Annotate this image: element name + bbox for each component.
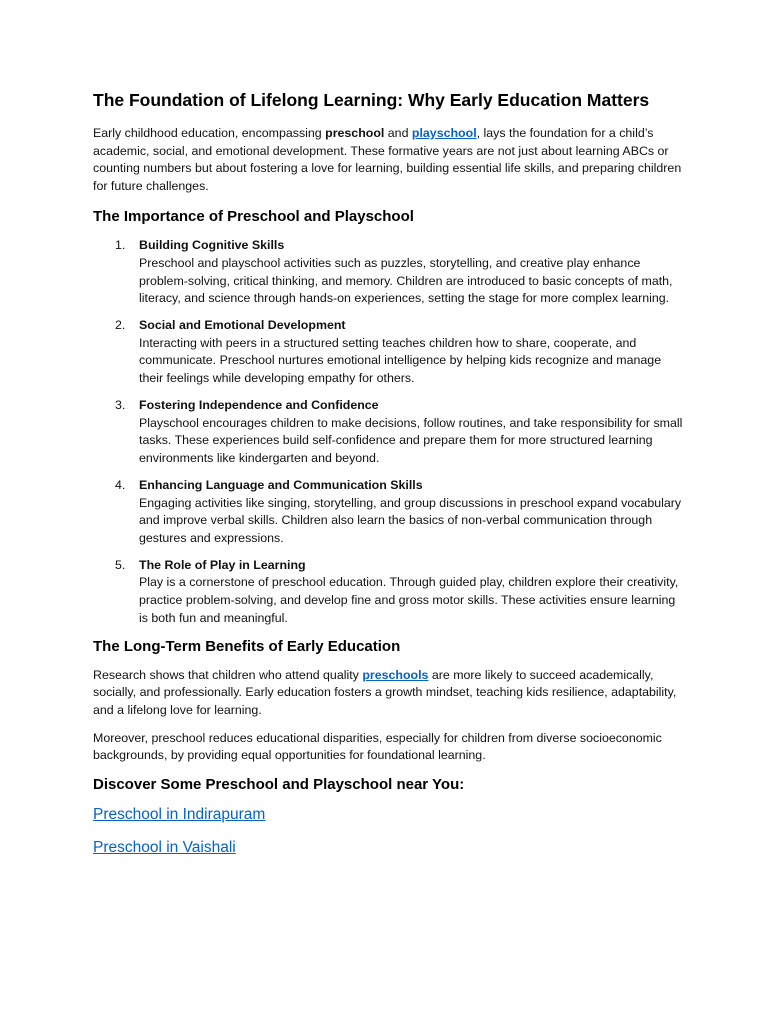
list-item-title: Fostering Independence and Confidence [139,398,379,413]
list-item-body: Preschool and playschool activities such as puzzles, storytelling, and creative play enhance problem-solving, critical thinking, and memory. Children are introduced to basic concepts of math, literacy, and science through hands-on experiences, setting the stage for more complex learning. [139,255,673,306]
list-item [93,557,683,627]
list-item-title: Social and Emotional Development [139,318,346,333]
benefits-heading: The Long-Term Benefits of Early Education [93,637,401,655]
list-item [93,477,683,547]
list-item-title: Enhancing Language and Communication Skills [139,478,423,492]
intro-text-1: Early childhood education, encompassing [93,126,326,140]
list-item [93,317,683,387]
benefits-text-2: are more likely to succeed academically, socially, and professionally. Early education fosters a growth mindset, teaching kids resilience, adaptability, and a lifelong love for learning. [93,667,677,717]
list-item-body: Play is a cornerstone of preschool education. Through guided play, children explore their creativity, practice problem-solving, and develop fine and gross motor skills. These activities ensure learning is both fun and meaningful. [139,575,679,625]
preschool-indirapuram-link[interactable]: Preschool in Indirapuram [93,805,266,823]
list-item-body: Playschool encourages children to make decisions, follow routines, and take responsibility for small tasks. These experiences build self-confidence and prepare them for more structured learning environments like kindergarten and beyond. [139,415,683,465]
list-item-number: 5. [115,557,126,572]
list-item-number: 2. [115,318,126,333]
benefits-paragraph-1 [93,667,683,720]
importance-list [93,237,683,627]
playschool-link[interactable]: playschool [411,126,477,140]
list-item-body: Engaging activities like singing, storytelling, and group discussions in preschool expand vocabulary and improve verbal skills. Children also learn the basics of non-verbal communication through gestures and expressions. [139,495,682,545]
list-item-title: Building Cognitive Skills [139,238,285,253]
list-item-number: 1. [115,238,126,253]
discover-heading: Discover Some Preschool and Playschool near You: [93,775,465,793]
preschools-link[interactable]: preschools [362,667,429,682]
intro-text-3: , lays the foundation for a child’s academic, social, and emotional development. These formative years are not just about learning ABCs or counting numbers but about fostering a love for learning, building essential life skills, and preparing children for future challenges. [93,126,682,193]
list-item [93,237,683,307]
benefits-paragraph-2: Moreover, preschool reduces educational disparities, especially for children from diverse socioeconomic backgrounds, by providing equal opportunities for foundational learning. [93,730,662,763]
list-item-number: 3. [115,398,126,413]
benefits-text-1: Research shows that children who attend quality [93,667,363,682]
list-item-number: 4. [115,478,126,492]
list-item-title: The Role of Play in Learning [139,557,306,572]
intro-paragraph [93,125,683,195]
list-item-body: Interacting with peers in a structured setting teaches children how to share, cooperate, and communicate. Preschool nurtures emotional intelligence by helping kids recognize and manage their feelings while developing empathy for others. [139,335,662,386]
list-item [93,397,683,467]
document-page [93,88,683,871]
preschool-vaishali-link[interactable]: Preschool in Vaishali [93,838,236,856]
page-title: The Foundation of Lifelong Learning: Why Early Education Matters [93,90,650,110]
importance-heading: The Importance of Preschool and Playschool [93,208,414,226]
intro-bold-preschool: preschool [325,126,385,140]
intro-text-2: and [384,126,412,140]
